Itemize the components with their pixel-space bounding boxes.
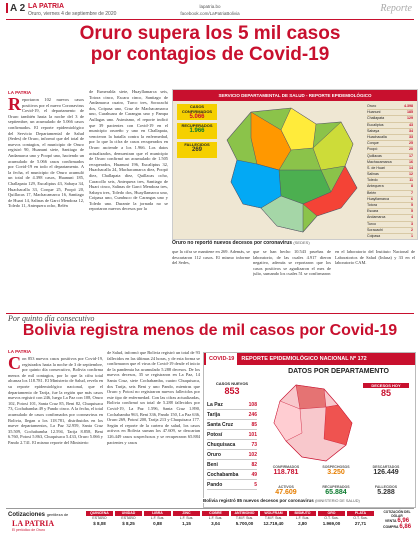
municipality-row: Quillacas 17 <box>367 154 413 160</box>
confirmed-box: CASOS CONFIRMADOS 5.066 <box>177 104 217 120</box>
quotes-logo: LA PATRIA <box>12 519 55 528</box>
quote-cell: ORO O.T. Sus. 1.969,00 <box>318 511 345 527</box>
recovered-box: RECUPERADOS 1.966 <box>177 123 217 139</box>
discarded-total: DESCARTADOS 126.449 <box>372 465 400 476</box>
story1-caption: Oruro no reportó nuevos decesos por coronavirus (SEDES) <box>172 240 310 246</box>
story2-headline: Bolivia registra menos de mil casos por Covid-19 <box>22 322 398 339</box>
municipality-row: Huanuni 185 <box>367 110 413 116</box>
department-row: Santa Cruz 85 <box>207 422 257 428</box>
department-row: La Paz 108 <box>207 402 257 408</box>
story2-kicker: Por quinto día consecutivo <box>8 314 95 323</box>
municipality-row: Challapata 129 <box>367 116 413 122</box>
page-number: A 2 <box>6 3 25 14</box>
story1-col1: Reportaron 102 nuevos casos positivos por el nuevo Coronavirus Covid-19, el departamento de Oruro también hasta la noche del 3 de septiembre, un acumulado de 5.066 casos confirmados. El reporte epidemiológico del Servicio Departamental de Salud (Sedes) de Oruro, informó que del total de nuevos contagios, el municipio de Oruro registró 90, Huanuni siete, Santiago de Andamarca uno y Poopó uno, haciendo un acumulado de 5.066 casos confirmados por Covid-19 en todo el departamento. A la fecha, el municipio de Oruro acumuló un total de 4.398 casos, Huanuni 185, Challapata 129, Eucaliptus 43, Sabaya 34, Huachacalla 33, Corque 25, Poopó 20, Quillacas 17, Machacamarca 16, Santiago de Huari 14, Salinas de Garci Mendoza 12, Toledo 11, Antequera ocho, Belén <box>8 97 84 209</box>
municipality-row: Poopó 20 <box>367 147 413 153</box>
municipality-row: Escara 5 <box>367 209 413 215</box>
story1-col4: que se han hecho 10.543 pruebas de laboratorio, de las cuales 4.917 dieron negativo, además se reportaron que los casos positivos se agudizaron el mes de julio, sumando los cuales 51 se confirmaron <box>253 249 331 277</box>
bolivia-map <box>266 383 356 463</box>
municipality-row: Turco 3 <box>367 222 413 228</box>
quote-cell: LIBRA L.F. Sus. 0,88 <box>144 511 171 527</box>
story1-byline: LA PATRIA <box>8 90 32 95</box>
quote-cell: PLATA O.T. Sus. 27,71 <box>347 511 374 527</box>
suspected-total: SOSPECHOSOS 3.250 <box>322 465 350 476</box>
municipality-row: Soracachi 2 <box>367 228 413 234</box>
department-row: Potosí 101 <box>207 432 257 438</box>
municipality-row: Sabaya 34 <box>367 129 413 135</box>
municipality-row: Salinas 12 <box>367 172 413 178</box>
municipality-row: Machacamarca 16 <box>367 160 413 166</box>
municipality-row: Totora 5 <box>367 203 413 209</box>
masthead-web[interactable] <box>170 3 250 17</box>
daily-deaths-panel: DECESOS HOY 85 <box>363 383 409 398</box>
masthead-brand: LA PATRIA <box>28 3 65 10</box>
section-label: Reporte <box>380 3 412 14</box>
active-total: ACTIVOS 47.609 <box>275 485 297 496</box>
story2-byline: LA PATRIA <box>8 349 32 354</box>
national-report-subtitle: DATOS POR DEPARTAMENTO <box>262 365 415 379</box>
municipality-row: Huachacalla 33 <box>367 135 413 141</box>
story1-col3: que la cifra se mantiene en 269. Además, se descartaron 112 casos. El mismo informe del Sedes, <box>172 249 250 266</box>
quotes-title: Cotizaciones gentileza de <box>8 512 69 518</box>
website-link[interactable]: lapatria.bo <box>199 4 221 9</box>
quote-cell: ZINC L.F. Sus. 1,15 <box>173 511 200 527</box>
story2-col1: Con 853 nuevos casos positivos por Covid-19, registrados hasta la noche de 3 de septiembre, por quinto día consecutivo, Bolivia confirma menos de mil contagios, por lo que la cifra total alcanza los 118.781. El Ministerio de Salud, revela en su reporte epidemiológico nacional, que el departamento de Tarija, fue la región que más casos nuevos registró con 246, luego La Paz con 108, Oruro 102, Potosí 101, Santa Cruz 85, Beni 82, Chuquisaca 73, Cochabamba 49 y Pando cinco. A la fecha, el total acumulado de casos confirmados por coronavirus en Bolivia, llegan a los 118.781, distribuidos en los nueve departamentos, La Paz 32.959, Santa Cruz 35.509, Cochabamba 12.594, Tarija 8.858, Beni 6.760, Potosí 5.863, Chuquisaca 5.433, Oruro 5.066 y Pando 2.741. El mismo reporte del Ministerio <box>8 356 103 445</box>
department-row: Chuquisaca 73 <box>207 442 257 448</box>
quotes-bar <box>6 508 414 533</box>
national-report-title: COVID-19 REPORTE EPIDEMIOLÓGICO NACIONAL Nº 172 <box>204 353 415 365</box>
municipality-row: S. de Huari 14 <box>367 166 413 172</box>
quote-cell: QUINCENA ESTAÑO $ 8,08 <box>86 511 113 527</box>
masthead-date: Oruro, viernes 4 de septiembre de 2020 <box>28 11 117 17</box>
municipality-row: Huayllamarca 6 <box>367 197 413 203</box>
department-row: Beni 82 <box>207 462 257 468</box>
confirmed-total: CONFIRMADOS 118.781 <box>272 465 300 476</box>
municipality-row: Corque 25 <box>367 141 413 147</box>
quote-cell: UNIDAD ESTAÑO $ 8,25 <box>115 511 142 527</box>
municipality-table <box>367 104 413 240</box>
department-row: Oruro 102 <box>207 452 257 458</box>
story2-col2: de Salud, informó que Bolivia registró un total de 93 fallecidos en las últimas 24 horas, y de esta forma se confirmaron que el virus de Covid-19 desde el inicio de la pandemia ha acumulado 5.288 decesos. De los nuevos decesos, 35 se registraron en La Paz, 14 Santa Cruz, siete Cochabamba, cuatro Chuquisaca, dos Tarija, seis Beni y uno Pando, mientras que Oruro y Potosí no registraron nuevos fallecidos por este tipo de enfermedad. Con las cifras actualizadas, Bolivia confirmó un total de 5.288 fallecidos por Covid-19, La Paz 1.596, Santa Cruz 1.890, Cochabamba 963, Beni 336, Pando 150, La Paz 636, Oruro 269, Potosí 200, Tarija 213 y Chuquisaca 177. Según el reporte de la cartera de salud, los casos activos en Bolivia suman los 47.609, se descartan 126.449 casos sospechosos y se recuperaron 65.884 pacientes y casos <box>107 350 200 445</box>
quote-cell: ANTIMONIO T.M.F. Sus. 5.700,00 <box>231 511 258 527</box>
story1-col2: de Esmeralda siete, Huayllamarca seis, Totora cinco, Escara cinco, Santiago de Andamarca cuatro, Turco tres, Soracachi dos, Coipasa uno, Cruz de Machacamarca uno, Curahuara de Carangas uno y Pampa Aullagas uno. Asimismo, el reporte indicó que 39 pacientes con Covid-19 en el municipio orureño y uno en Challapata, vencieron la batalla contra la enfermedad, por lo que la cifra de casos recuperados en Oruro asciende a los 1.966. Los datos actualizados, demuestran que el municipio de Oruro confirmó un acumulado de 1.505 recuperados, Huanuni 196, Eucaliptus 32, Huachacalla 24, Machacamarca diez, Poopó diez, Challapata diez, Quillacas ocho, Caracollo seis, Antequera tres, Santiago de Huari cinco, Salinas de Garci Mendoza tres, Sabaya tres, Toledo dos, Huayllamarca uno, Coipasa uno, Cumbuco de Carangas uno y Toledo uno. Durante la jornada no se reportaron nuevos decesos por la <box>89 89 168 212</box>
oruro-map <box>221 104 361 236</box>
municipality-row: Belén 7 <box>367 191 413 197</box>
department-row: Tarija 246 <box>207 412 257 418</box>
municipality-row: Coipasa 1 <box>367 234 413 240</box>
municipality-row: Oruro 4.398 <box>367 104 413 110</box>
oruro-epidemiology-infographic <box>172 89 418 240</box>
deaths-box: FALLECIDOS 269 <box>177 142 217 158</box>
municipality-row: Andamarca 4 <box>367 215 413 221</box>
municipality-row: Toledo 11 <box>367 178 413 184</box>
facebook-link[interactable]: facebook.com/LaPatriaBolivia <box>180 11 240 16</box>
story1-headline: Oruro supera los 5 mil casos por contagios de Covid-19 <box>79 23 341 65</box>
infographic-title: SERVICIO DEPARTAMENTAL DE SALUD - REPORTE EPIDEMIOLÓGICO <box>173 90 417 101</box>
national-report-infographic <box>203 352 416 508</box>
quote-cell: COBRE L.F. Sus. 3,04 <box>202 511 229 527</box>
story1-col5: en el laboratorio del Instituto Nacional de Laboratorios de Salud (Inlasa) y 33 en el laboratorio CAM. <box>335 249 415 266</box>
quotes-logo-tagline: El periódico de Oruro <box>12 528 46 532</box>
recovered-total: RECUPERADOS 65.884 <box>322 485 350 496</box>
department-row: Pando 5 <box>207 482 257 488</box>
quote-cell: WOLFRAM T.M.F. Sus. 12.719,40 <box>260 511 287 527</box>
deaths-total: FALLECIDOS 5.288 <box>374 485 398 496</box>
municipality-row: Eucaliptus 43 <box>367 123 413 129</box>
dollar-rate: COTIZACIÓN DEL DÓLAR VENTA 6,96 COMPRA 6,86 <box>382 510 412 530</box>
municipality-row: Antequera 8 <box>367 184 413 190</box>
header-rule <box>6 19 414 20</box>
quote-cell: BISMUTO L.F. Sus. 2,80 <box>289 511 316 527</box>
new-cases-panel: CASOS NUEVOS 853 La Paz 108 Tarija 246 Santa Cruz 85 Potosí 101 Chuquisaca 73 Oruro 102 Beni 82 Cochabamba 49 Pando 5 <box>204 365 260 507</box>
department-row: Cochabamba 49 <box>207 472 257 478</box>
story2-caption: Bolivia registró 85 nuevos decesos por coronavirus (MINISTERIO DE SALUD) <box>203 498 360 503</box>
